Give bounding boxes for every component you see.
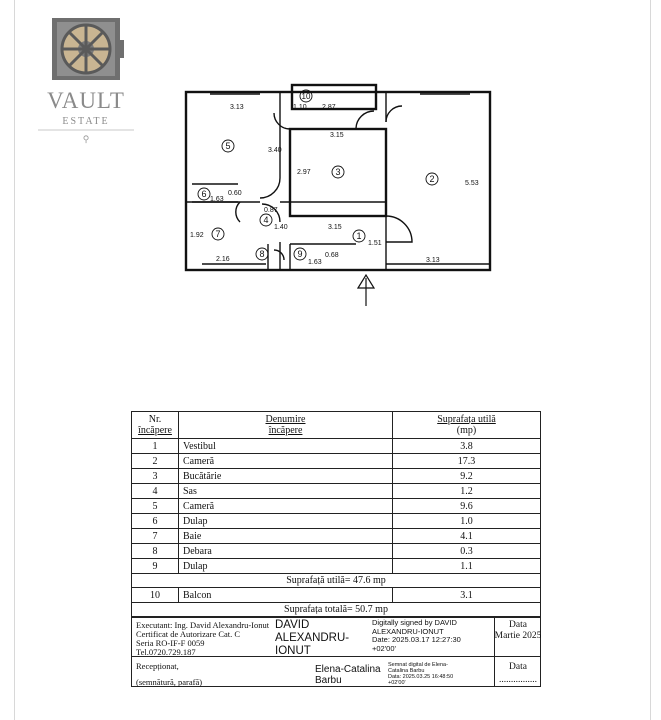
date-cell-2 bbox=[494, 661, 542, 687]
digital-line: Date: 2025.03.17 12:27:30 bbox=[372, 635, 461, 644]
header-area-line1: Suprafața utilă bbox=[437, 414, 496, 425]
row-area: 1.0 bbox=[393, 514, 541, 529]
room-number-7: 7 bbox=[215, 229, 221, 239]
receiver-digital-line: Data: 2025.03.25 16:48:50 bbox=[388, 674, 454, 680]
row-name: Bucătărie bbox=[179, 469, 393, 484]
grand-total-row bbox=[132, 603, 541, 617]
dim-3-15-top: 3.15 bbox=[330, 132, 344, 139]
dim-5-53: 5.53 bbox=[465, 180, 479, 187]
header-name bbox=[179, 412, 393, 439]
room-number-4: 4 bbox=[263, 215, 269, 225]
row-nr: 2 bbox=[132, 454, 179, 469]
dim-1-40: 1.40 bbox=[274, 224, 288, 231]
dim-2-97: 2.97 bbox=[297, 169, 311, 176]
room-number-6: 6 bbox=[201, 189, 207, 199]
entry-door-swing bbox=[386, 216, 412, 242]
semnatura-label: (semnătură, parafă) bbox=[136, 677, 203, 687]
row-area: 0.3 bbox=[393, 544, 541, 559]
dim-2-87: 2.87 bbox=[322, 104, 336, 111]
dim-1-63-left: 1.63 bbox=[210, 196, 224, 203]
entry-arrow-icon bbox=[358, 275, 374, 306]
vault-estate-logo bbox=[30, 14, 142, 146]
row-name: Balcon bbox=[179, 588, 393, 603]
digital-signature bbox=[372, 619, 461, 653]
row-nr: 5 bbox=[132, 499, 179, 514]
signer-name-line: ALEXANDRU- bbox=[275, 632, 350, 644]
row-nr: 7 bbox=[132, 529, 179, 544]
dim-1-51: 1.51 bbox=[368, 240, 382, 247]
dim-1-63-bottom: 1.63 bbox=[308, 259, 322, 266]
table-row bbox=[132, 454, 541, 469]
table-row bbox=[132, 499, 541, 514]
table-row bbox=[132, 559, 541, 574]
row-area: 1.1 bbox=[393, 559, 541, 574]
dim-1-10: 1.10 bbox=[293, 104, 307, 111]
executant-info bbox=[136, 621, 269, 657]
row-name: Cameră bbox=[179, 454, 393, 469]
room-number-3: 3 bbox=[335, 167, 341, 177]
signer-name-line: IONUT bbox=[275, 645, 311, 657]
row-name: Vestibul bbox=[179, 439, 393, 454]
table-row bbox=[132, 529, 541, 544]
row-nr: 8 bbox=[132, 544, 179, 559]
dim-3-13-bottom: 3.13 bbox=[426, 257, 440, 264]
digital-line: +02'00' bbox=[372, 643, 396, 653]
row-area: 1.2 bbox=[393, 484, 541, 499]
table-row-balcony bbox=[132, 588, 541, 603]
dim-3-40: 3.40 bbox=[268, 147, 282, 154]
signer-name-line: DAVID bbox=[275, 619, 310, 631]
dim-2-16: 2.16 bbox=[216, 256, 230, 263]
row-name: Sas bbox=[179, 484, 393, 499]
svg-text:⚲: ⚲ bbox=[82, 134, 90, 144]
dim-0-68: 0.68 bbox=[325, 252, 339, 259]
date-label: Data bbox=[509, 620, 527, 630]
date-value: Martie 2025 bbox=[494, 631, 542, 641]
table-row bbox=[132, 514, 541, 529]
date-label-2: Data bbox=[509, 662, 527, 672]
dim-3-15-mid: 3.15 bbox=[328, 224, 342, 231]
executant-line: Tel.0720.729.187 bbox=[136, 647, 196, 657]
header-area bbox=[393, 412, 541, 439]
row-area: 3.8 bbox=[393, 439, 541, 454]
digital-line: ALEXANDRU-IONUT bbox=[372, 626, 444, 636]
row-area: 17.3 bbox=[393, 454, 541, 469]
rooms-table bbox=[131, 411, 541, 617]
room-number-2: 2 bbox=[429, 174, 435, 184]
receiver-digital-line: Semnat digital de Elena- bbox=[388, 662, 448, 668]
door-swing-4 bbox=[260, 178, 280, 198]
receptionat-label: Recepționat, bbox=[136, 661, 179, 671]
room-number-10: 10 bbox=[301, 92, 311, 101]
dim-1-92: 1.92 bbox=[190, 232, 204, 239]
row-nr: 6 bbox=[132, 514, 179, 529]
useful-total: Suprafață utilă= 47.6 mp bbox=[132, 574, 541, 588]
row-nr: 3 bbox=[132, 469, 179, 484]
receiver-name-line: Barbu bbox=[315, 675, 342, 686]
dim-3-13-top: 3.13 bbox=[230, 104, 244, 111]
room-number-1: 1 bbox=[356, 231, 362, 241]
dim-0-87: 0.87 bbox=[264, 207, 278, 214]
row-nr: 1 bbox=[132, 439, 179, 454]
receiver-name-line: Elena-Catalina bbox=[315, 664, 381, 675]
header-nr-line2: încăpere bbox=[138, 425, 172, 436]
header-nr bbox=[132, 412, 179, 439]
row-area: 9.2 bbox=[393, 469, 541, 484]
date-cell bbox=[494, 620, 542, 642]
executant-line: Certificat de Autorizare Cat. C bbox=[136, 629, 241, 639]
dim-0-60: 0.60 bbox=[228, 190, 242, 197]
signer-name bbox=[275, 619, 349, 658]
table-row bbox=[132, 469, 541, 484]
row-nr: 9 bbox=[132, 559, 179, 574]
room-number-5: 5 bbox=[225, 141, 231, 151]
row-area: 9.6 bbox=[393, 499, 541, 514]
row-area: 3.1 bbox=[393, 588, 541, 603]
floor-plan bbox=[180, 82, 500, 312]
receiver-digital-line: +02'00' bbox=[388, 680, 406, 686]
receiver-digital-signature bbox=[388, 662, 453, 686]
paper-edge-left bbox=[14, 0, 15, 720]
paper-edge-right bbox=[650, 0, 651, 720]
row-area: 4.1 bbox=[393, 529, 541, 544]
header-name-line2: încăpere bbox=[268, 425, 303, 436]
logo-sub: ESTATE bbox=[62, 116, 110, 127]
executant-line: Seria RO-IF-F 0059 bbox=[136, 638, 205, 648]
receiver-digital-line: Catalina Barbu bbox=[388, 668, 425, 674]
executant-line: Executant: Ing. David Alexandru-Ionut bbox=[136, 620, 270, 630]
row-name: Debara bbox=[179, 544, 393, 559]
grand-total: Suprafața totală= 50.7 mp bbox=[132, 603, 541, 617]
row-name: Cameră bbox=[179, 499, 393, 514]
row-nr: 10 bbox=[132, 588, 179, 603]
table-row bbox=[132, 439, 541, 454]
table-row bbox=[132, 544, 541, 559]
header-area-line2: (mp) bbox=[456, 425, 477, 436]
row-name: Dulap bbox=[179, 514, 393, 529]
room-number-9: 9 bbox=[297, 249, 303, 259]
signature-block bbox=[131, 617, 541, 687]
logo-brand: VAULT bbox=[47, 88, 125, 113]
header-name-line1: Denumire bbox=[265, 414, 306, 425]
table-header bbox=[132, 412, 541, 439]
header-nr-line1: Nr. bbox=[148, 414, 162, 425]
table-row bbox=[132, 484, 541, 499]
useful-total-row bbox=[132, 574, 541, 588]
receiver-name bbox=[315, 664, 381, 686]
date-dots: ................ bbox=[499, 675, 537, 685]
room-number-8: 8 bbox=[259, 249, 265, 259]
row-nr: 4 bbox=[132, 484, 179, 499]
row-name: Baie bbox=[179, 529, 393, 544]
row-name: Dulap bbox=[179, 559, 393, 574]
digital-line: Digitally signed by DAVID bbox=[372, 618, 457, 627]
